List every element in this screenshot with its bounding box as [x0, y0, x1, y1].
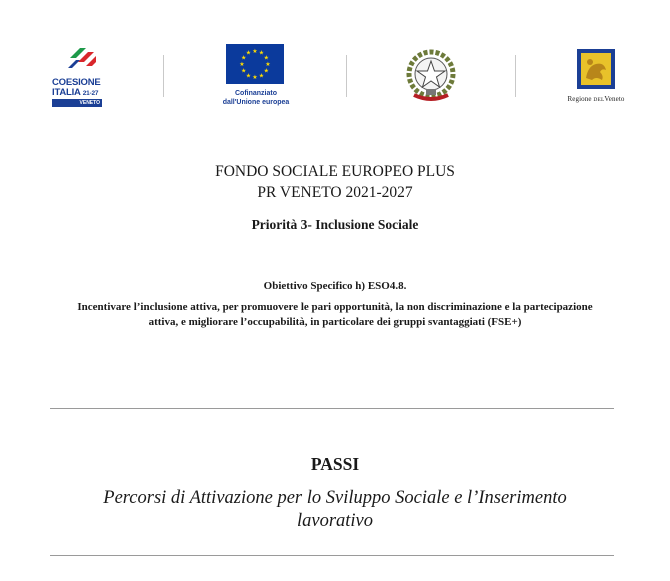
divider-top	[50, 408, 614, 409]
svg-text:★: ★	[263, 67, 269, 75]
coesione-region-band: VENETO	[52, 99, 102, 107]
project-full-name: Percorsi di Attivazione per lo Sviluppo Sociale e l’Inserimento lavorativo	[103, 488, 567, 531]
coesione-line2	[52, 87, 98, 98]
logo-divider	[163, 55, 164, 97]
logo-bar	[0, 0, 670, 120]
eu-stars-icon	[226, 44, 284, 84]
svg-text:★: ★	[241, 67, 247, 75]
objective-heading: Obiettivo Specifico h) ESO4.8.	[263, 280, 407, 292]
project-acronym: PASSI	[310, 454, 360, 474]
italian-republic-emblem-icon	[402, 47, 460, 105]
fund-title: FONDO SOCIALE EUROPEO PLUS	[215, 163, 455, 180]
coesione-italia-text: ITALIA	[52, 87, 81, 98]
divider-bottom	[50, 555, 614, 556]
lion-shield-icon	[576, 48, 616, 90]
regione-veneto: Veneto	[604, 95, 625, 103]
svg-text:★: ★	[239, 61, 245, 68]
coesione-line1: COESIONE	[52, 77, 101, 88]
eu-flag-icon	[226, 44, 284, 84]
coesione-mark-icon	[66, 44, 100, 74]
svg-text:★: ★	[241, 54, 247, 62]
svg-text:★: ★	[265, 61, 271, 68]
eu-cofinanced-logo	[218, 44, 298, 110]
regione-text	[556, 95, 636, 103]
priority-heading: Priorità 3- Inclusione Sociale	[251, 217, 419, 232]
objective-description: Incentivare l’inclusione attiva, per promuovere le pari opportunità, la non discriminazione e la partecipazione attiva, e migliorare l’occupabilità, in particolare dei gruppi svantaggiati (FSE+)	[77, 301, 593, 328]
coesione-years: 21-27	[82, 90, 99, 97]
regione-del: DEL	[593, 97, 605, 103]
svg-text:★: ★	[258, 72, 265, 80]
svg-text:★: ★	[252, 48, 258, 55]
svg-text:★: ★	[245, 72, 252, 80]
regione-veneto-logo	[556, 48, 636, 110]
svg-text:★: ★	[252, 74, 258, 81]
logo-divider	[515, 55, 516, 97]
program-title: PR VENETO 2021-2027	[257, 184, 413, 201]
eu-line1: Cofinanziato	[235, 90, 277, 97]
eu-line2: dall'Unione europea	[222, 99, 290, 106]
logo-divider	[346, 55, 347, 97]
svg-text:★: ★	[258, 49, 265, 57]
svg-text:★: ★	[263, 54, 269, 62]
coesione-italia-logo	[52, 44, 114, 108]
regione-word: Regione	[567, 95, 594, 103]
svg-text:★: ★	[245, 49, 252, 57]
